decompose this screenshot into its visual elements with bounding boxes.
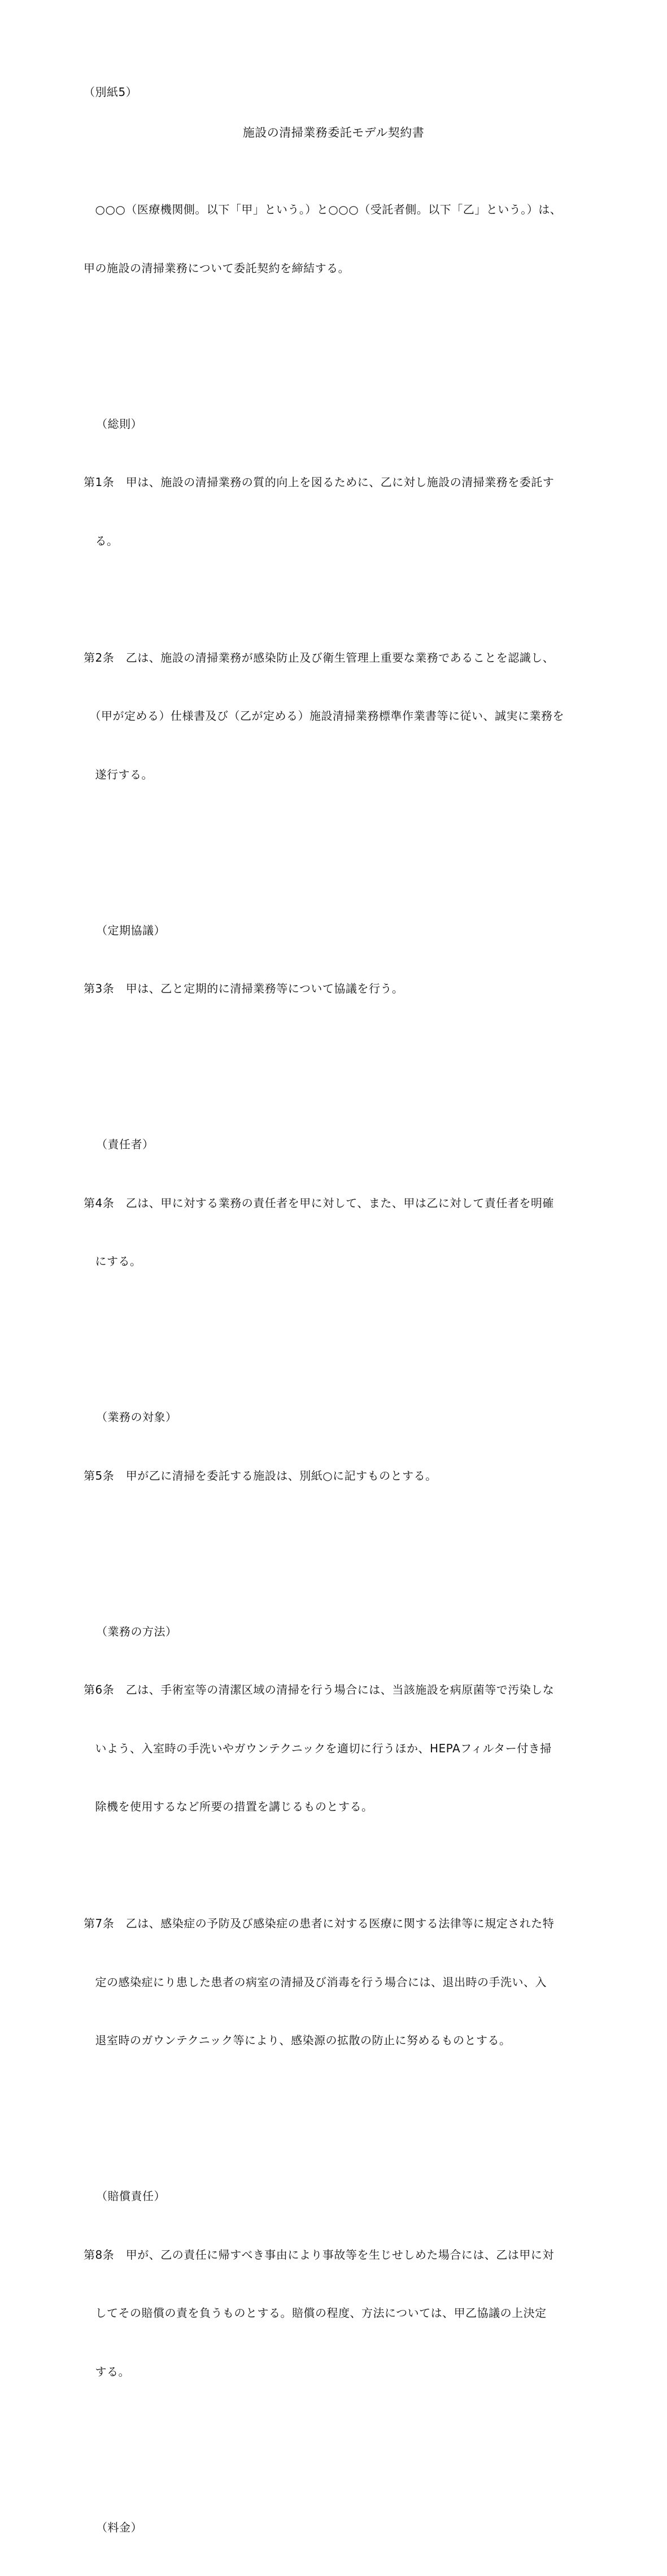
preamble-line: ○○○（医療機関側。以下「甲」という。）と○○○（受託者側。以下「乙」という。）は、 xyxy=(84,203,562,216)
article-line: にする。 xyxy=(84,1254,142,1268)
article-line: 定の感染症にり患した患者の病室の清掃及び消毒を行う場合には、退出時の手洗い、入 xyxy=(84,1975,547,1989)
article-line: 第8条 甲が、乙の責任に帰すべき事由により事故等を生じせしめた場合には、乙は甲に対 xyxy=(84,2247,554,2262)
document-body xyxy=(84,161,581,2576)
article-line: 除機を使用するなど所要の措置を講じるものとする。 xyxy=(84,1800,373,1813)
spacer xyxy=(84,589,581,609)
spacer xyxy=(84,2089,581,2109)
article-line: 第1条 甲は、施設の清掃業務の質的向上を図るために、乙に対し施設の清掃業務を委託す xyxy=(84,475,555,489)
article-line: 退室時のガウンテクニック等により、感染源の拡散の防止に努めるものとする。 xyxy=(84,2033,511,2047)
preamble-line: 甲の施設の清掃業務について委託契約を締結する。 xyxy=(84,261,350,275)
article-line: 第2条 乙は、施設の清掃業務が感染防止及び衛生管理上重要な業務であることを認識し、 xyxy=(84,650,555,664)
article-line: 第5条 甲が乙に清掃を委託する施設は、別紙○に記すものとする。 xyxy=(84,1468,437,1482)
article-line: する。 xyxy=(84,2364,130,2378)
section-heading: （総則） xyxy=(96,417,142,431)
article-line: 第7条 乙は、感染症の予防及び感染症の患者に対する医療に関する法律等に規定された特 xyxy=(84,1917,555,1930)
spacer xyxy=(84,2420,581,2440)
spacer xyxy=(84,1856,581,1875)
spacer xyxy=(84,823,581,843)
article-line: 第3条 甲は、乙と定期的に清掃業務等について協議を行う。 xyxy=(84,982,404,995)
spacer xyxy=(84,317,581,336)
section-heading: （賠償責任） xyxy=(96,2189,165,2203)
annex-label: （別紙5） xyxy=(84,85,138,99)
article-line: る。 xyxy=(84,533,119,548)
section-heading: （定期協議） xyxy=(96,923,165,937)
article-line: してその賠償の責を負うものとする。賠償の程度、方法については、甲乙協議の上決定 xyxy=(84,2306,547,2320)
article-line: 第6条 乙は、手術室等の清潔区域の清掃を行う場合には、当該施設を病原菌等で汚染しな xyxy=(84,1683,555,1696)
section-heading: （責任者） xyxy=(96,1138,154,1151)
spacer xyxy=(84,1524,581,1544)
section-heading: （業務の対象） xyxy=(96,1410,177,1424)
document-title: 施設の清掃業務委託モデル契約書 xyxy=(242,126,425,139)
section-heading: （業務の方法） xyxy=(96,1624,177,1638)
section-heading: （料金） xyxy=(96,2520,142,2534)
spacer xyxy=(84,1038,581,1057)
article-line: （甲が定める）仕様書及び（乙が定める）施設清掃業務標準作業書等に従い、誠実に業務を xyxy=(84,709,564,723)
spacer xyxy=(84,1310,581,1330)
article-line: 遂行する。 xyxy=(84,767,153,781)
article-line: 第4条 乙は、甲に対する業務の責任者を甲に対して、また、甲は乙に対して責任者を明確 xyxy=(84,1196,554,1210)
article-line: いよう、入室時の手洗いやガウンテクニックを適切に行うほか、HEPAフィルター付き掃 xyxy=(84,1741,552,1755)
